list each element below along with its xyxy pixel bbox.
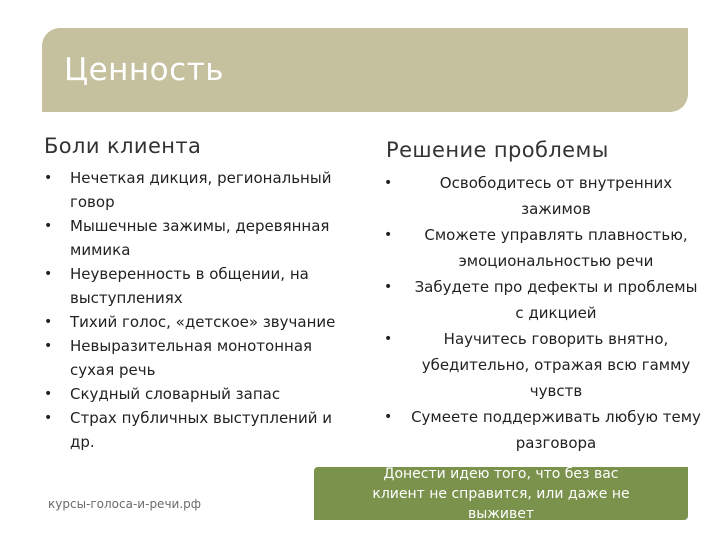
title-bar bbox=[42, 28, 688, 112]
solution-text: Забудете про дефекты и проблемы с дикцией bbox=[414, 278, 698, 322]
bullet-icon: • bbox=[384, 331, 393, 347]
pain-item bbox=[44, 382, 360, 406]
pains-heading: Боли клиента bbox=[44, 134, 202, 158]
pain-text: Скудный словарный запас bbox=[70, 385, 281, 403]
pain-item bbox=[44, 262, 360, 310]
bullet-icon: • bbox=[384, 409, 393, 425]
bullet-icon: • bbox=[384, 279, 393, 295]
bullet-icon: • bbox=[44, 266, 53, 282]
solution-item bbox=[384, 222, 702, 274]
bullet-icon: • bbox=[384, 227, 393, 243]
bullet-icon: • bbox=[384, 175, 393, 191]
bullet-icon: • bbox=[44, 314, 53, 330]
pain-item bbox=[44, 166, 360, 214]
pain-text: Невыразительная монотонная сухая речь bbox=[70, 337, 313, 379]
solution-item bbox=[384, 274, 702, 326]
solution-text: Сумеете поддерживать любую тему разговора bbox=[411, 408, 701, 452]
pain-text: Тихий голос, «детское» звучание bbox=[70, 313, 336, 331]
solution-item bbox=[384, 404, 702, 456]
pain-item bbox=[44, 310, 360, 334]
bullet-icon: • bbox=[44, 338, 53, 354]
bullet-icon: • bbox=[44, 218, 53, 234]
solution-item bbox=[384, 326, 702, 404]
slide-title: Ценность bbox=[64, 52, 225, 88]
bullet-icon: • bbox=[44, 386, 53, 402]
bullet-icon: • bbox=[44, 170, 53, 186]
solutions-list bbox=[384, 170, 702, 456]
pain-item bbox=[44, 406, 360, 454]
solution-text: Научитесь говорить внятно, убедительно, отражая всю гамму чувств bbox=[421, 330, 691, 400]
pain-item bbox=[44, 334, 360, 382]
value-statement: Донести идею того, что без вас клиент не справится, или даже не выживет bbox=[372, 465, 630, 522]
pains-list bbox=[44, 166, 360, 454]
solution-item bbox=[384, 170, 702, 222]
pain-text: Нечеткая дикция, региональный говор bbox=[70, 169, 332, 211]
bullet-icon: • bbox=[44, 410, 53, 426]
pain-text: Неуверенность в общении, на выступлениях bbox=[70, 265, 309, 307]
pain-text: Мышечные зажимы, деревянная мимика bbox=[70, 217, 330, 259]
pain-item bbox=[44, 214, 360, 262]
value-statement-box bbox=[314, 467, 688, 520]
pain-text: Страх публичных выступлений и др. bbox=[70, 409, 332, 451]
solution-heading: Решение проблемы bbox=[386, 138, 609, 162]
solution-text: Сможете управлять плавностью, эмоциональностью речи bbox=[424, 226, 688, 270]
solution-text: Освободитесь от внутренних зажимов bbox=[439, 174, 673, 218]
site-footer: курсы-голоса-и-речи.рф bbox=[48, 497, 202, 511]
